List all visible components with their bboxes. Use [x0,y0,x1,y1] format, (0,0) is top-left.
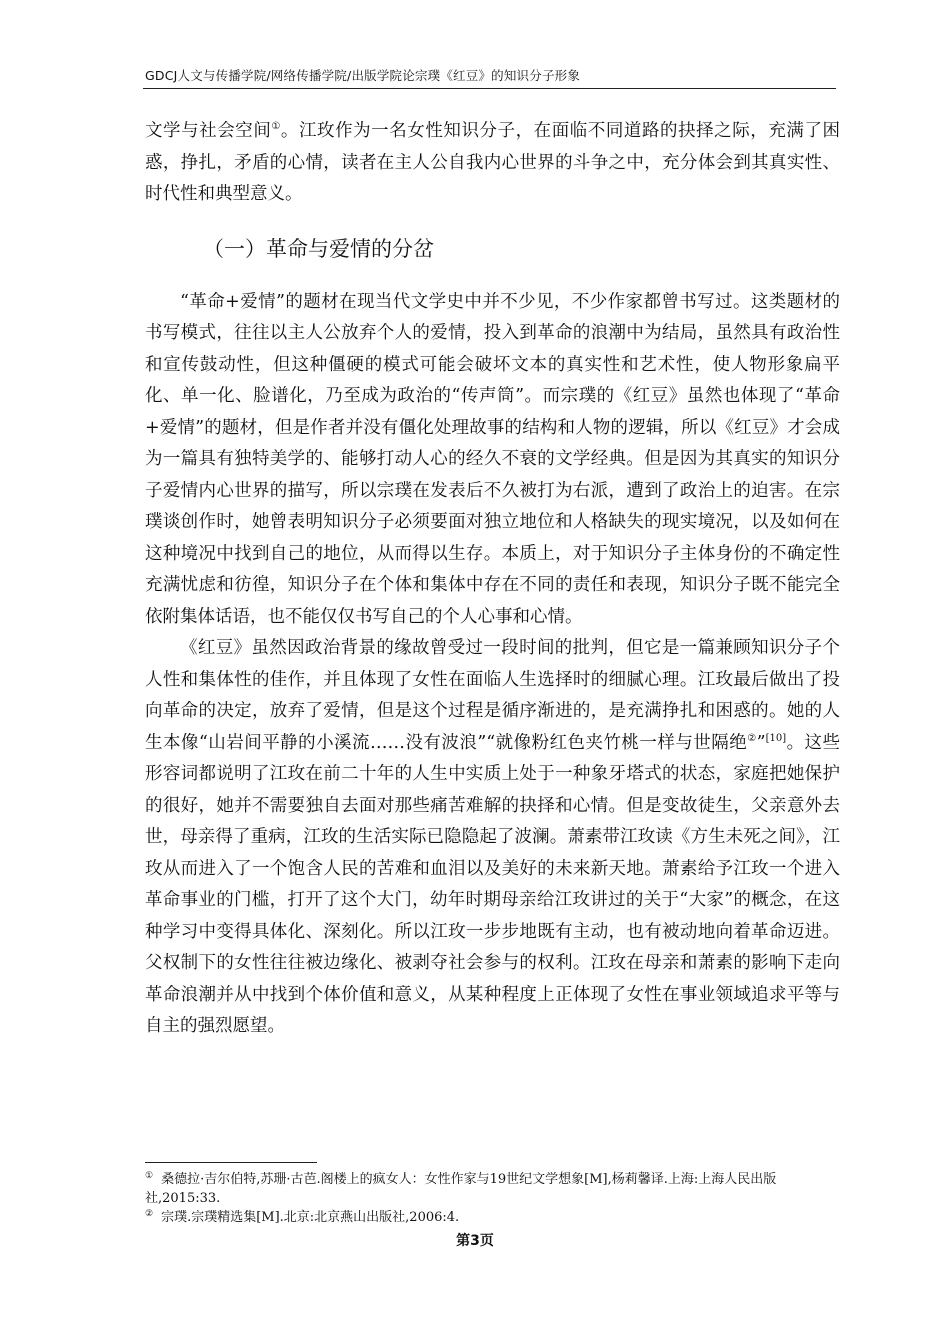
header-rule [143,88,836,89]
footnote-1 [145,1170,835,1208]
footnotes [145,1170,835,1227]
running-header: GDCJ人文与传播学院/网络传播学院/出版学院论宗璞《红豆》的知识分子形象 [145,68,581,83]
paragraph-3-text-b: 。这些形容词都说明了江玫在前二十年的人生中实质上处于一种象牙塔式的状态，家庭把她保护的很好，她并不需要独自去面对那些痛苦难解的抉择和心情。但是变故徒生，父亲意外去世，母亲得了重病，江玫的生活实际已隐隐起了波澜。萧素带江玫读《方生未死之间》，江玫从而进入了一个饱含人民的苦难和血泪以及美好的未来新天地。萧素给予江玫一个进入革命事业的门槛，打开了这个大门，幼年时期母亲给江玫讲过的关于“大家”的概念，在这种学习中变得具体化、深刻化。所以江玫一步步地既有主动，也有被动地向着革命迈进。父权制下的女性往往被边缘化、被剥夺社会参与的权利。江玫在母亲和萧素的影响下走向革命浪潮并从中找到个体价值和意义，从某种程度上正体现了女性在事业领域追求平等与自主的强烈愿望。 [145,732,841,1036]
footnote-2 [145,1208,835,1227]
page-number: 第3页 [456,1233,494,1249]
footnote-text-1: 桑德拉·吉尔伯特,苏珊·古芭.阁楼上的疯女人：女性作家与19世纪文学想象[M],杨莉馨译.上海:上海人民出版社,2015:33. [145,1172,777,1206]
paragraph-3 [145,633,840,1043]
footnote-mark-2: ② [145,1208,154,1219]
footnote-rule [145,1162,317,1163]
citation-ref-10[interactable]: [10] [765,732,787,744]
paragraph-1-text-b: 。江玫作为一名女性知识分子，在面临不同道路的抉择之际，充满了困惑，挣扎，矛盾的心情，读者在主人公自我内心世界的斗争之中，充分体会到其真实性、时代性和典型意义。 [145,121,841,204]
footnote-ref-2[interactable]: ② [747,732,757,744]
paragraph-3-text-a: 《红豆》虽然因政治背景的缘故曾受过一段时间的批判，但它是一篇兼顾知识分子个人性和集体性的佳作，并且体现了女性在面临人生选择时的细腻心理。江玫最后做出了投向革命的决定，放弃了爱情，但是这个过程是循序渐进的，是充满挣扎和困惑的。她的人生本像“山岩间平静的小溪流……没有波浪”“就像粉红色夹竹桃一样与世隔绝 [145,638,840,753]
footnote-mark-1: ① [145,1170,154,1181]
paragraph-3-quote-close: ” [756,732,766,753]
footnote-text-2: 宗璞.宗璞精选集[M].北京:北京燕山出版社,2006:4. [161,1210,460,1225]
body-text [145,116,840,1043]
section-heading: （一）革命与爱情的分岔 [203,236,434,261]
paragraph-2: “革命+爱情”的题材在现当代文学史中并不少见，不少作家都曾书写过。这类题材的书写模式，往往以主人公放弃个人的爱情，投入到革命的浪潮中为结局，虽然具有政治性和宣传鼓动性，但这种僵硬的模式可能会破坏文本的真实性和艺术性，使人物形象扁平化、单一化、脸谱化，乃至成为政治的“传声筒”。而宗璞的《红豆》虽然也体现了“革命+爱情”的题材，但是作者并没有僵化处理故事的结构和人物的逻辑，所以《红豆》才会成为一篇具有独特美学的、能够打动人心的经久不衰的文学经典。但是因为其真实的知识分子爱情内心世界的描写，所以宗璞在发表后不久被打为右派，遭到了政治上的迫害。在宗璞谈创作时，她曾表明知识分子必须要面对独立地位和人格缺失的现实境况，以及如何在这种境况中找到自己的地位，从而得以生存。本质上，对于知识分子主体身份的不确定性充满忧虑和彷徨，知识分子在个体和集体中存在不同的责任和表现，知识分子既不能完全依附集体话语，也不能仅仅书写自己的个人心事和心情。 [145,291,840,627]
footnote-ref-1[interactable]: ① [271,121,281,133]
paragraph-1-text-a: 文学与社会空间 [145,121,272,141]
paragraph-1 [145,116,840,211]
